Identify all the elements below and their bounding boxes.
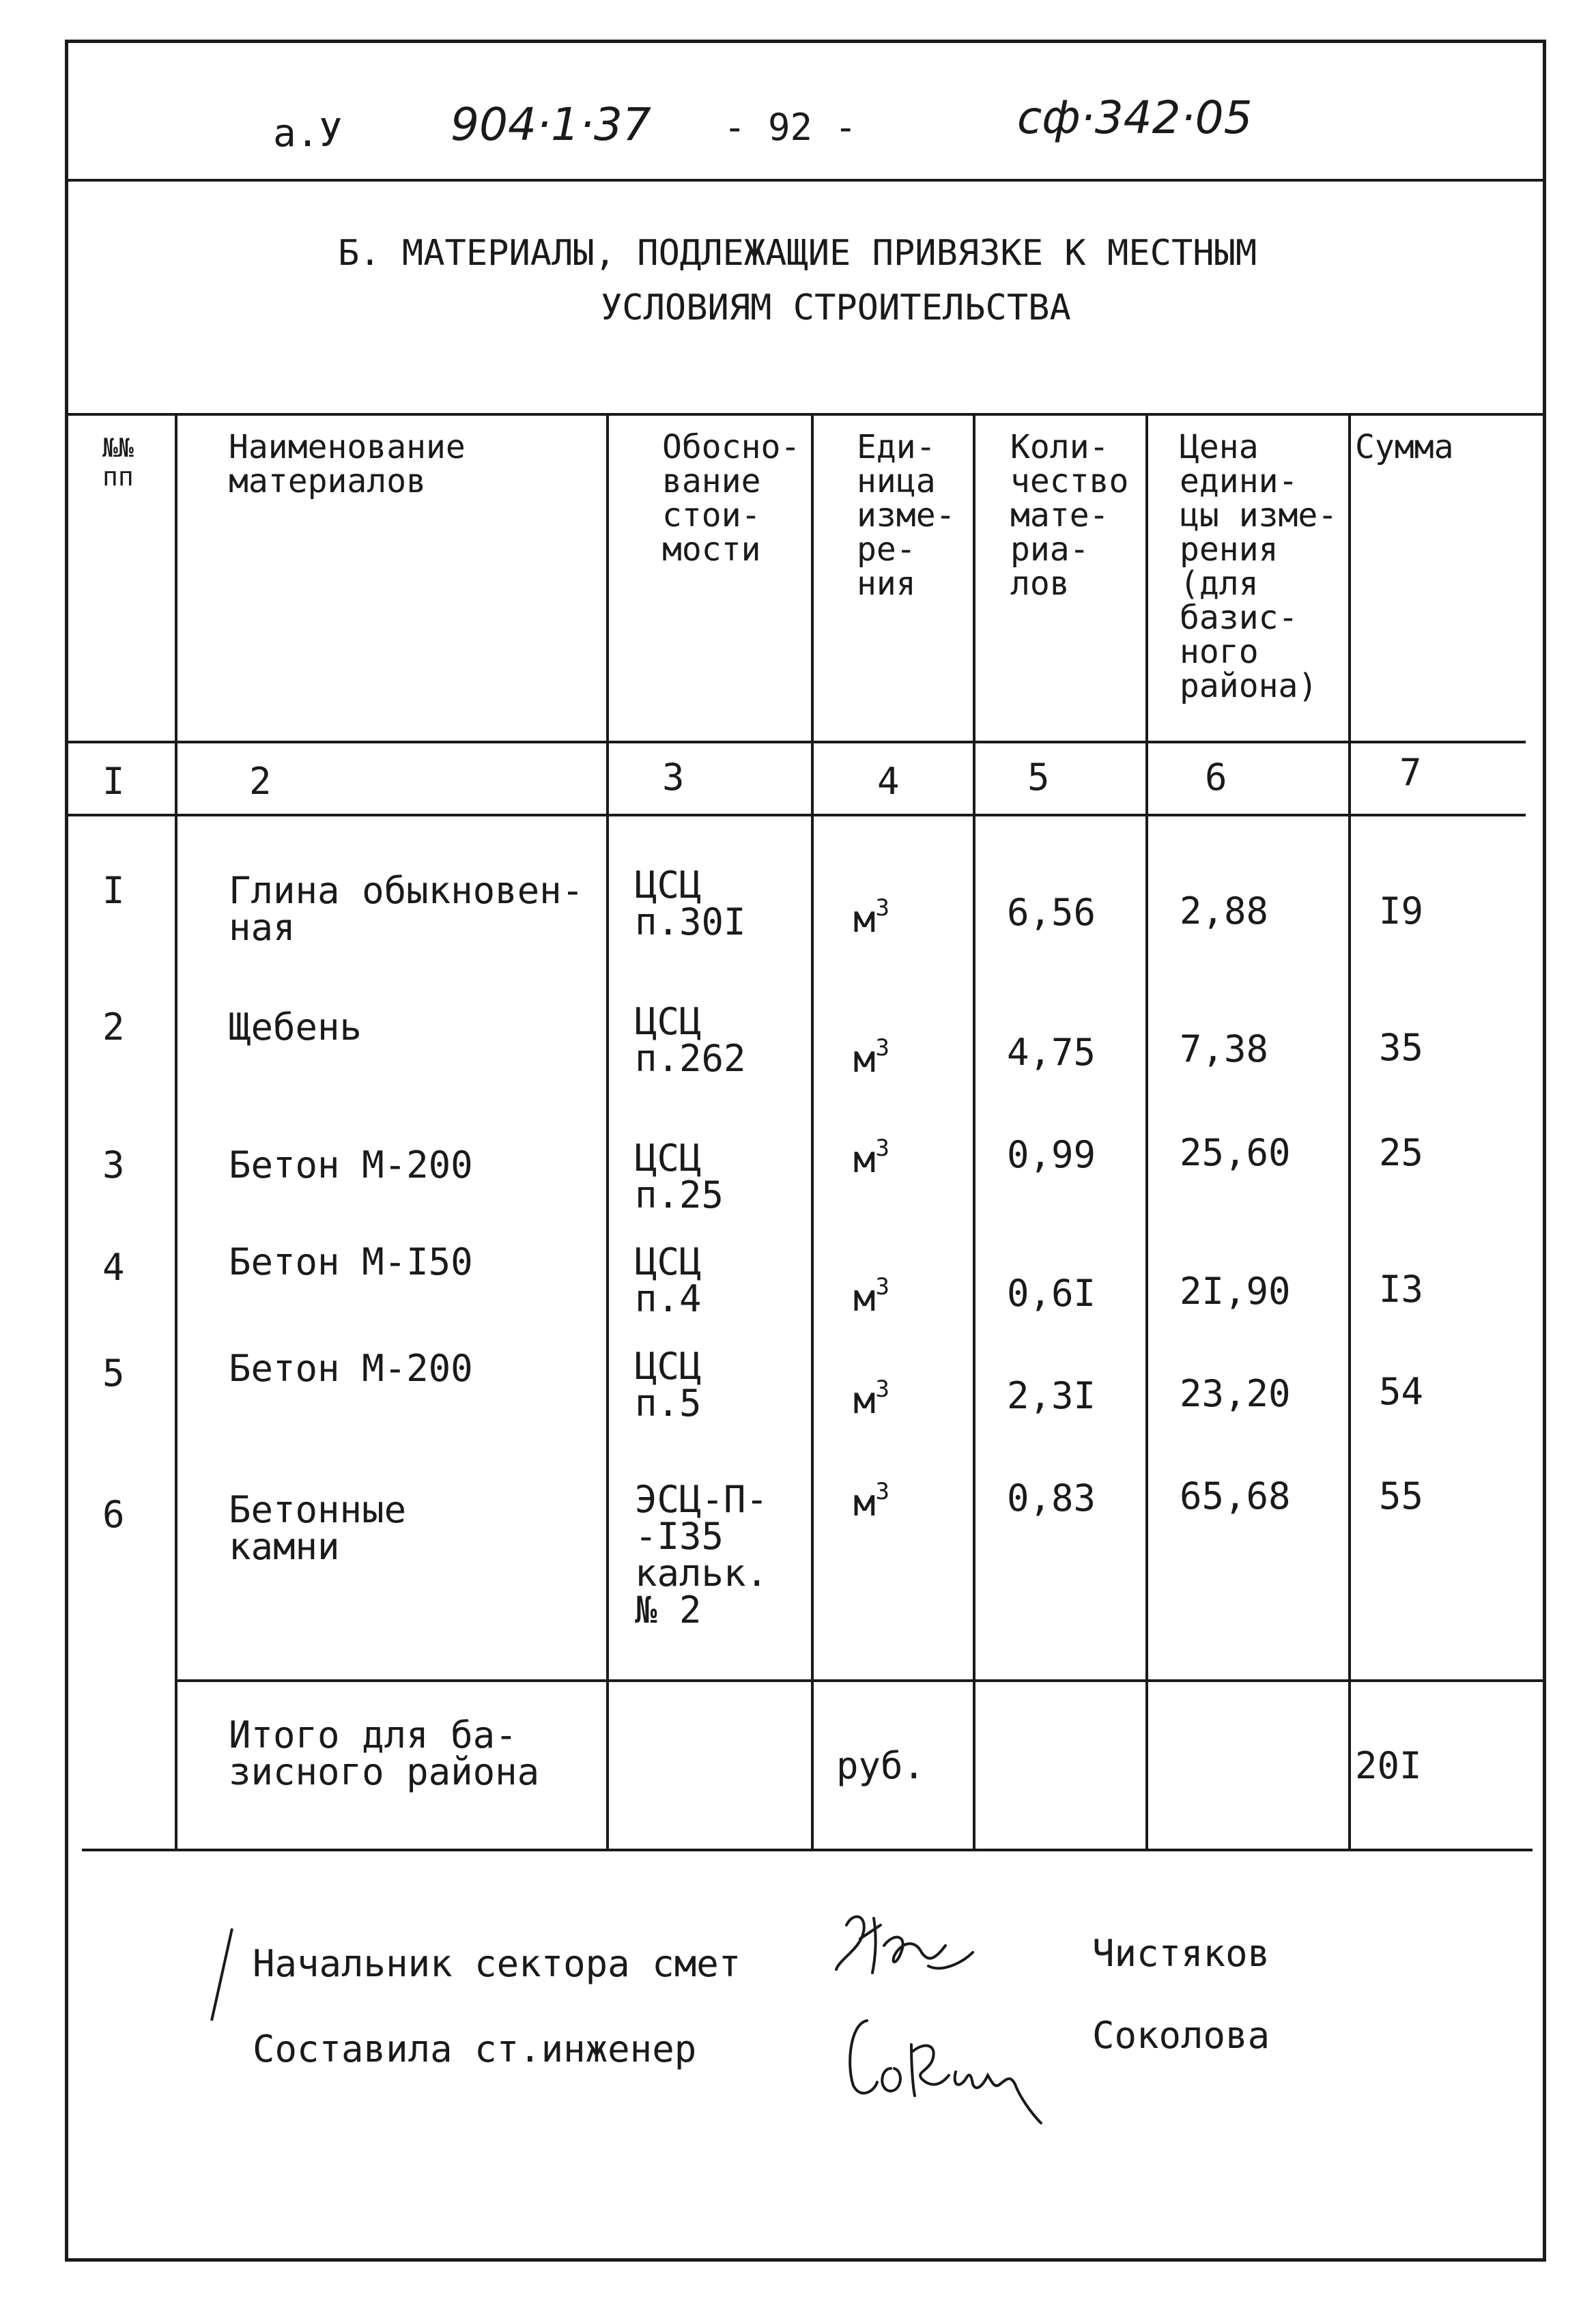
col-number-6: 6 — [1205, 756, 1227, 799]
row2-unit: $м^3$ — [853, 1034, 889, 1081]
col-number-3: 3 — [662, 756, 685, 799]
row3-price: 25,60 — [1180, 1131, 1291, 1174]
col-number-7: 7 — [1399, 751, 1422, 794]
col-header-price: Цена едини- цы изме- рения (для базис- ного района) — [1180, 428, 1338, 705]
row4-name: Бетон М-I50 — [229, 1240, 473, 1283]
row6-sum: 55 — [1379, 1475, 1424, 1518]
row1-sum: I9 — [1379, 889, 1424, 933]
head-title: Начальник сектора смет — [253, 1942, 741, 1985]
compiler-title: Составила ст.инженер — [253, 2027, 697, 2070]
row2-price: 7,38 — [1180, 1027, 1269, 1070]
col-header-basis: Обосно- вание стои- мости — [662, 428, 801, 569]
row5-unit: $м^3$ — [853, 1376, 889, 1422]
column-divider-1 — [175, 413, 177, 1851]
series-prefix: а.У — [273, 111, 343, 156]
row3-sum: 25 — [1379, 1131, 1424, 1174]
row5-basis: ЦСЦ п.5 — [635, 1345, 702, 1425]
compiler-name: Соколова — [1092, 2014, 1270, 2057]
page-number: - 92 - — [724, 106, 857, 149]
row4-price: 2I,90 — [1180, 1270, 1291, 1313]
table-header-bottom — [65, 741, 1526, 743]
head-signature — [826, 1905, 990, 1993]
row5-sum: 54 — [1379, 1370, 1424, 1413]
column-divider-4 — [973, 413, 975, 1851]
row2-name: Щебень — [229, 1006, 362, 1049]
sheet-code: сф·342·05 — [1017, 91, 1253, 144]
row1-unit: $м^3$ — [853, 894, 889, 941]
row3-number: 3 — [102, 1143, 125, 1186]
row2-sum: 35 — [1379, 1026, 1424, 1069]
row1-quantity: 6,56 — [1007, 891, 1096, 934]
compiler-signature — [836, 2004, 1082, 2154]
col-number-5: 5 — [1027, 756, 1050, 799]
row3-basis: ЦСЦ п.25 — [635, 1137, 724, 1216]
row5-price: 23,20 — [1180, 1372, 1291, 1415]
row4-sum: I3 — [1379, 1268, 1424, 1311]
row4-number: 4 — [102, 1246, 125, 1289]
row5-quantity: 2,3I — [1007, 1374, 1096, 1417]
total-row-top — [176, 1679, 1546, 1682]
row2-number: 2 — [102, 1006, 125, 1049]
row2-quantity: 4,75 — [1007, 1031, 1096, 1074]
table-bottom-border — [82, 1849, 1533, 1851]
column-divider-2 — [606, 413, 609, 1851]
section-title-line1: Б. МАТЕРИАЛЫ, ПОДЛЕЖАЩИЕ ПРИВЯЗКЕ К МЕСТНЫМ — [338, 233, 1257, 274]
column-divider-5 — [1145, 413, 1148, 1851]
row1-number: I — [102, 869, 125, 912]
row6-unit: $м^3$ — [853, 1478, 889, 1524]
row3-unit: $м^3$ — [853, 1135, 889, 1181]
column-numbers-bottom — [65, 814, 1526, 816]
row3-quantity: 0,99 — [1007, 1133, 1096, 1176]
col-number-2: 2 — [249, 760, 272, 803]
row4-unit: $м^3$ — [853, 1273, 889, 1320]
row2-basis: ЦСЦ п.262 — [635, 1000, 746, 1080]
col-header-unit: Еди- ница изме- ре- ния — [857, 428, 956, 603]
row5-number: 5 — [102, 1352, 125, 1395]
col-header-quantity: Коли- чество мате- риа- лов — [1010, 428, 1129, 603]
row4-basis: ЦСЦ п.4 — [635, 1240, 702, 1320]
col-number-1: I — [102, 760, 125, 803]
row1-basis: ЦСЦ п.30I — [635, 864, 746, 943]
row4-quantity: 0,6I — [1007, 1272, 1096, 1315]
header-divider — [65, 179, 1546, 182]
col-header-name: Наименование материалов — [229, 428, 466, 500]
row3-name: Бетон М-200 — [229, 1143, 473, 1186]
total-label: Итого для ба- зисного района — [229, 1713, 540, 1793]
table-top-border — [65, 413, 1546, 416]
row6-price: 65,68 — [1180, 1475, 1291, 1518]
row1-price: 2,88 — [1180, 889, 1269, 933]
section-title-line2: УСЛОВИЯМ СТРОИТЕЛЬСТВА — [601, 287, 1071, 328]
col-number-4: 4 — [877, 760, 900, 803]
margin-slash-mark — [205, 1925, 239, 2027]
col-header-number: №№ пп — [102, 433, 134, 492]
row6-number: 6 — [102, 1493, 125, 1536]
row6-basis: ЭСЦ-П- -I35 кальк. № 2 — [635, 1478, 769, 1632]
row5-name: Бетон М-200 — [229, 1347, 473, 1390]
col-header-sum: Сумма — [1355, 428, 1454, 466]
column-divider-6 — [1348, 413, 1351, 1851]
head-name: Чистяков — [1092, 1932, 1270, 1975]
row6-name: Бетонные камни — [229, 1488, 407, 1568]
total-sum: 20I — [1355, 1744, 1422, 1787]
column-divider-3 — [811, 413, 814, 1851]
project-code: 904·1·37 — [451, 98, 651, 151]
row1-name: Глина обыкновен- ная — [229, 869, 584, 949]
row6-quantity: 0,83 — [1007, 1477, 1096, 1520]
total-unit: руб. — [836, 1744, 926, 1787]
